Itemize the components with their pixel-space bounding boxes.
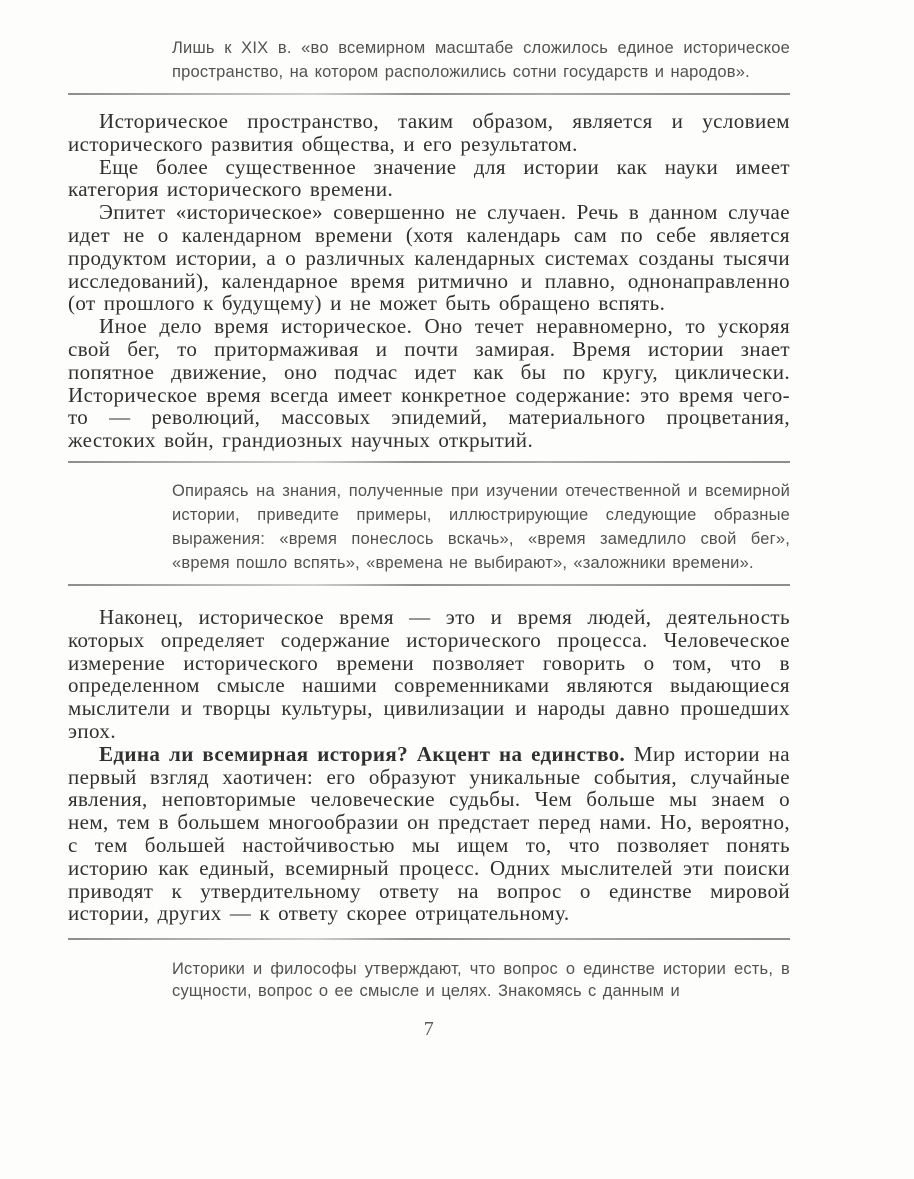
main-text-section-1: [68, 110, 790, 452]
paragraph-historical-time-category: Еще более существенное значение для истории как науки имеет категория исторического времени.: [68, 154, 790, 202]
main-text-section-2: [68, 606, 790, 925]
paragraph-epithet-historical: Эпитет «историческое» совершенно не случаен. Речь в данном случае идет не о календарном времени (хотя календарь сам по себе является продуктом истории, а о различных календарных системах созданы тысячи исследований), календарное время ритмично и плавно, однонаправленно (от прошлого к будущему) и не может быть обращено вспять.: [68, 200, 790, 316]
section-divider-top: [68, 93, 790, 95]
section-divider-after-task: [68, 584, 790, 586]
paragraph-historical-time-flow: Иное дело время историческое. Оно течет неравномерно, то ускоряя свой бег, то притормаживая и почти замирая. Время истории знает попятное движение, оно подчас идет как бы по кругу, циклически. Историческое время всегда имеет конкретное содержание: это время чего-то — революций, массовых эпидемий, материального процветания, жестоких войн, грандиозных научных открытий.: [68, 314, 790, 453]
paragraph-unity-text: Мир истории на первый взгляд хаотичен: его образуют уникальные события, случайные явления, неповторимые человеческие судьбы. Чем больше мы знаем о нем, тем в большем многообразии он предстает перед нами. Но, вероятно, с тем большей настойчивостью мы ищем то, что позволяет понять историю как единый, всемирный процесс. Одних мыслителей эти поиски приводят к утвердительному ответу на вопрос о единстве мировой истории, других — к ответу скорее отрицательному.: [68, 741, 790, 926]
paragraph-lead-heading: Едина ли всемирная история? Акцент на единство.: [99, 741, 626, 766]
section-divider-before-task: [68, 461, 790, 463]
continuation-quote-block: [172, 958, 790, 1002]
paragraph-historical-space: Историческое пространство, таким образом, является и условием исторического развития общества, и его результатом.: [68, 109, 790, 156]
paragraph-unity-of-history: [68, 743, 790, 925]
task-text: Опираясь на знания, полученные при изучении отечественной и всемирной истории, приведите примеры, иллюстрирующие следующие образные выражения: «время понеслось вскачь», «время замедлило свой бег», «время пошло вспять», «времена не выбирают», «заложники времени».: [172, 481, 790, 572]
page-number: 7: [423, 1018, 435, 1041]
epigraph-quote-block: [172, 36, 790, 84]
continuation-text: Историки и философы утверждают, что вопрос о единстве истории есть, в сущности, вопрос о ее смысле и целях. Знакомясь с данным и: [172, 960, 790, 1001]
section-divider-bottom: [68, 938, 790, 940]
epigraph-text: Лишь к XIX в. «во всемирном масштабе сложилось единое историческое пространство, на котором расположились сотни государств и народов».: [172, 39, 790, 81]
paragraph-human-time: Наконец, историческое время — это и время людей, деятельность которых определяет содержание исторического процесса. Человеческое измерение исторического времени позволяет говорить о том, что в определенном смысле нашими современниками являются выдающиеся мыслители и творцы культуры, цивилизации и народы давно прошедших эпох.: [68, 604, 790, 743]
task-quote-block: [172, 479, 790, 575]
